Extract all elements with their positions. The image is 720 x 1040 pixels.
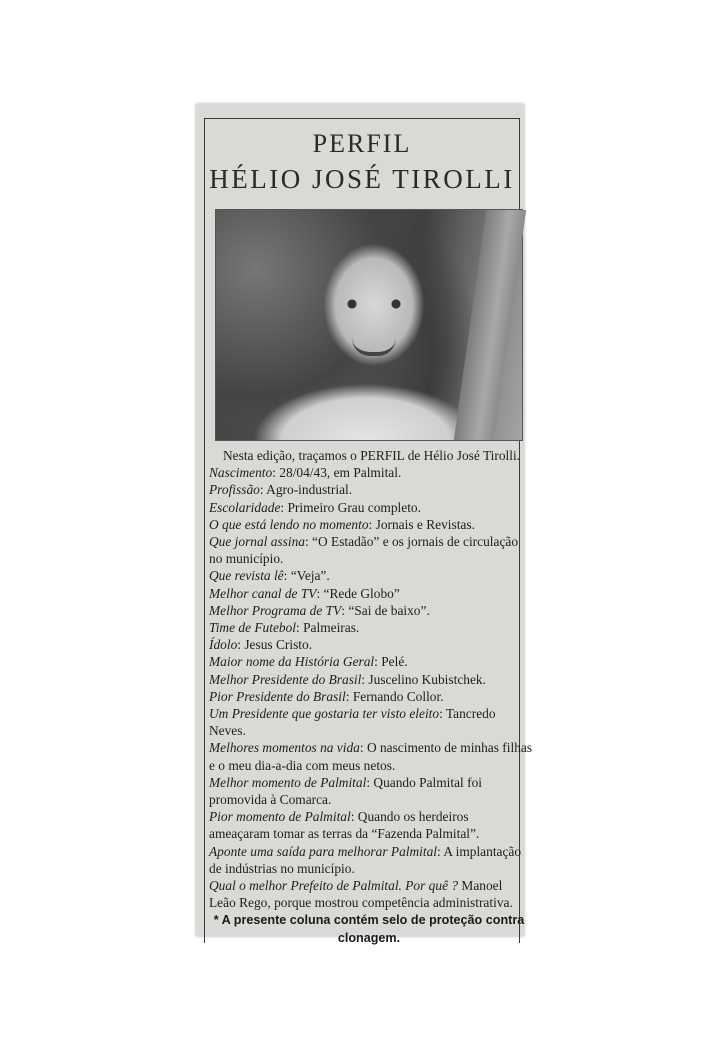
entry-historia [209,653,529,670]
entry-time [209,619,529,636]
entry-label: Time de Futebol [209,620,297,636]
entry-pior-momento-palmital [209,808,529,825]
entry-label: Ídolo [209,637,238,653]
entry-value: : O nascimento de minhas filhas [359,740,533,756]
entry-melhores-momentos-cont: e o meu dia-a-dia com meus netos. [209,757,396,773]
entry-prefeito-cont: Leão Rego, porque mostrou competência administrativa. [209,895,513,911]
entry-label: Qual o melhor Prefeito de Palmital. Por quê ? [209,878,459,894]
entry-saida-palmital [209,843,529,860]
entry-label: Pior momento de Palmital [209,809,351,825]
entry-presidente-eleito [209,705,529,722]
entry-label: Melhor Programa de TV [209,602,342,618]
entry-value: : Quando Palmital foi [366,774,482,790]
entry-value: : Tancredo [439,706,496,722]
entry-melhor-momento-palmital [209,774,529,791]
entry-melhor-momento-palmital-cont: promovida à Comarca. [209,792,332,808]
entry-value: : Fernando Collor. [345,688,444,704]
entry-value: : A implantação [437,843,522,859]
entry-melhores-momentos [209,739,533,756]
entry-programa-tv [209,602,529,619]
newspaper-clipping [196,104,533,946]
entry-value: : Agro-industrial. [259,482,353,498]
entry-label: Que jornal assina [209,534,305,550]
entry-melhor-presidente [209,671,529,688]
entry-pior-presidente [209,688,529,705]
footer-note-cont: clonagem. [337,931,401,946]
entry-value: : Quando os herdeiros [350,809,469,825]
entry-value: Manoel [458,878,503,894]
entry-label: Nascimento [209,465,273,481]
entry-value: : “Veja”. [283,568,330,584]
entry-value: : “Rede Globo” [316,585,400,601]
entry-value: : Juscelino Kubistchek. [361,671,486,687]
entry-label: Pior Presidente do Brasil [209,688,346,704]
profile-name: HÉLIO JOSÉ TIROLLI [209,164,515,194]
entry-saida-palmital-cont: de indústrias no município. [209,860,355,876]
entry-value: : 28/04/43, em Palmital. [272,465,402,481]
entry-label: Melhores momentos na vida [209,740,360,756]
entry-canal-tv [209,585,529,602]
entry-lendo [209,516,529,533]
entry-value: : “O Estadão” e os jornais de circulação [304,534,519,550]
entry-label: Aponte uma saída para melhorar Palmital [209,843,438,859]
entry-label: Melhor Presidente do Brasil [209,671,362,687]
entry-label: Maior nome da História Geral [209,654,375,670]
section-title: PERFIL [312,129,412,158]
footer-note: * A presente coluna contém selo de proteção contra [213,913,525,928]
entry-jornal [209,533,529,550]
entry-value: : Primeiro Grau completo. [280,499,421,515]
entry-value: : Jesus Cristo. [237,637,313,653]
entry-prefeito [209,877,529,894]
entry-label: Que revista lê [209,568,284,584]
column-frame [204,118,533,946]
entry-label: Profissão [209,482,260,498]
entry-profissao [209,481,529,498]
entry-label: Um Presidente que gostaria ter visto eleito [209,706,440,722]
portrait-photo [215,209,523,441]
profile-text [209,447,533,947]
entry-value: : Pelé. [374,654,408,670]
photo-eyes [338,298,410,310]
entry-idolo [209,636,529,653]
entry-label: Melhor canal de TV [209,585,317,601]
intro-line: Nesta edição, traçamos o PERFIL de Hélio José Tirolli. [223,448,521,463]
photo-background-pillar [454,210,526,440]
entry-jornal-cont: no município. [209,551,284,567]
entry-presidente-eleito-cont: Neves. [209,723,246,739]
entry-pior-momento-palmital-cont: ameaçaram tomar as terras da “Fazenda Palmital”. [209,826,480,842]
entry-nascimento [209,464,529,481]
entry-label: O que está lendo no momento [209,516,369,532]
photo-smile [352,338,396,356]
entry-escolaridade [209,499,529,516]
entry-label: Escolaridade [209,499,281,515]
entry-value: : “Sai de baixo”. [341,602,430,618]
entry-value: : Jornais e Revistas. [368,516,475,532]
entry-value: : Palmeiras. [296,620,360,636]
entry-label: Melhor momento de Palmital [209,774,367,790]
entry-revista [209,567,529,584]
